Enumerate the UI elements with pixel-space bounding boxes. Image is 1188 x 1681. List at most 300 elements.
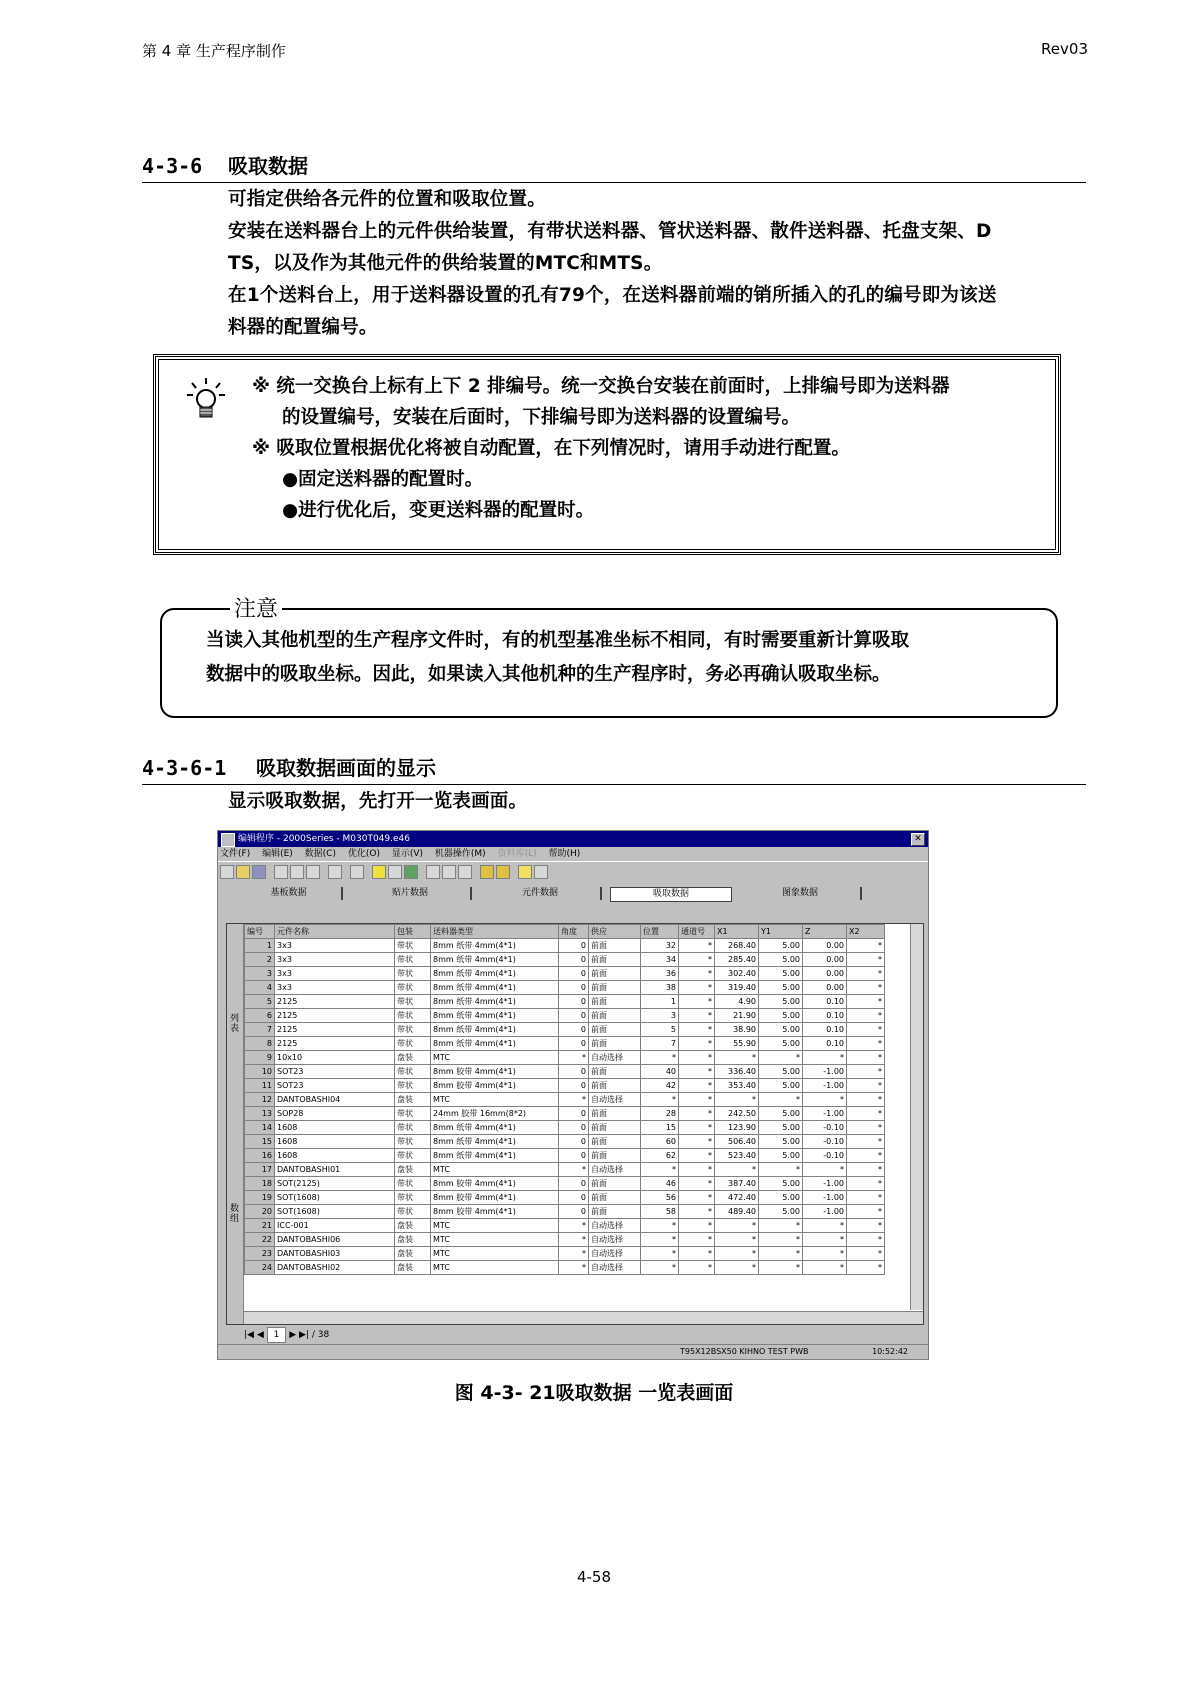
- table-cell[interactable]: 62: [641, 1149, 679, 1163]
- table-cell[interactable]: DANTOBASHI02: [275, 1261, 395, 1275]
- table-cell[interactable]: DANTOBASHI04: [275, 1093, 395, 1107]
- table-cell[interactable]: *: [847, 1093, 885, 1107]
- table-cell[interactable]: 2125: [275, 1023, 395, 1037]
- table-cell[interactable]: 5.00: [759, 1177, 803, 1191]
- table-cell[interactable]: 前面: [589, 1177, 641, 1191]
- next-page-icon[interactable]: ▶ ▶|: [289, 1330, 312, 1340]
- table-cell[interactable]: 15: [245, 1135, 275, 1149]
- column-header[interactable]: X2: [847, 925, 885, 939]
- column-header[interactable]: 送料器类型: [431, 925, 559, 939]
- table-cell[interactable]: 自动选择: [589, 1163, 641, 1177]
- table-cell[interactable]: 5.00: [759, 1023, 803, 1037]
- table-cell[interactable]: *: [679, 981, 715, 995]
- column-header[interactable]: Z: [803, 925, 847, 939]
- vertical-scrollbar[interactable]: [910, 924, 923, 1310]
- table-cell[interactable]: *: [679, 1135, 715, 1149]
- table-cell[interactable]: *: [679, 1107, 715, 1121]
- table-cell[interactable]: 带状: [395, 1023, 431, 1037]
- table-row[interactable]: [245, 1261, 885, 1275]
- table-cell[interactable]: 带状: [395, 1177, 431, 1191]
- table-cell[interactable]: MTC: [431, 1051, 559, 1065]
- table-cell[interactable]: *: [641, 1051, 679, 1065]
- table-cell[interactable]: 1608: [275, 1149, 395, 1163]
- table-cell[interactable]: 0.00: [803, 981, 847, 995]
- menu-data[interactable]: 数据(C): [304, 849, 336, 859]
- table-row[interactable]: [245, 1037, 885, 1051]
- table-cell[interactable]: 2: [245, 953, 275, 967]
- table-cell[interactable]: 前面: [589, 1149, 641, 1163]
- table-cell[interactable]: *: [803, 1233, 847, 1247]
- table-row[interactable]: [245, 1023, 885, 1037]
- table-cell[interactable]: MTC: [431, 1261, 559, 1275]
- table-cell[interactable]: -1.00: [803, 1177, 847, 1191]
- table-cell[interactable]: 523.40: [715, 1149, 759, 1163]
- table-cell[interactable]: -1.00: [803, 1065, 847, 1079]
- table-cell[interactable]: 前面: [589, 1191, 641, 1205]
- column-header[interactable]: 包装: [395, 925, 431, 939]
- table-cell[interactable]: *: [759, 1247, 803, 1261]
- table-cell[interactable]: *: [679, 1009, 715, 1023]
- table-cell[interactable]: *: [641, 1163, 679, 1177]
- table-cell[interactable]: SOT(2125): [275, 1177, 395, 1191]
- column-header[interactable]: Y1: [759, 925, 803, 939]
- table-cell[interactable]: 前面: [589, 1079, 641, 1093]
- table-row[interactable]: [245, 1177, 885, 1191]
- table-cell[interactable]: 17: [245, 1163, 275, 1177]
- table-cell[interactable]: 自动选择: [589, 1233, 641, 1247]
- table-cell[interactable]: *: [679, 1093, 715, 1107]
- table-cell[interactable]: 285.40: [715, 953, 759, 967]
- table-cell[interactable]: *: [559, 1051, 589, 1065]
- table-cell[interactable]: 带状: [395, 967, 431, 981]
- table-cell[interactable]: 16: [245, 1149, 275, 1163]
- table-cell[interactable]: 5.00: [759, 1107, 803, 1121]
- table-row[interactable]: [245, 953, 885, 967]
- table-cell[interactable]: 带状: [395, 981, 431, 995]
- table-cell[interactable]: 8mm 纸带 4mm(4*1): [431, 967, 559, 981]
- table-cell[interactable]: *: [679, 1191, 715, 1205]
- table-cell[interactable]: 8mm 纸带 4mm(4*1): [431, 1121, 559, 1135]
- table-cell[interactable]: 28: [641, 1107, 679, 1121]
- table-cell[interactable]: 1608: [275, 1121, 395, 1135]
- table-cell[interactable]: 22: [245, 1233, 275, 1247]
- table-cell[interactable]: 3x3: [275, 939, 395, 953]
- table-cell[interactable]: 5.00: [759, 1149, 803, 1163]
- table-cell[interactable]: SOT23: [275, 1065, 395, 1079]
- table-cell[interactable]: *: [759, 1261, 803, 1275]
- table-cell[interactable]: 5.00: [759, 1037, 803, 1051]
- table-cell[interactable]: 8mm 纸带 4mm(4*1): [431, 981, 559, 995]
- table-cell[interactable]: -0.10: [803, 1135, 847, 1149]
- table-cell[interactable]: 0.00: [803, 953, 847, 967]
- table-cell[interactable]: *: [679, 1065, 715, 1079]
- table-cell[interactable]: 0: [559, 1023, 589, 1037]
- table-cell[interactable]: 3x3: [275, 981, 395, 995]
- table-cell[interactable]: *: [559, 1261, 589, 1275]
- table-row[interactable]: [245, 1163, 885, 1177]
- tab-component-data[interactable]: 元件数据: [480, 887, 602, 900]
- table-cell[interactable]: 23: [245, 1247, 275, 1261]
- column-header[interactable]: X1: [715, 925, 759, 939]
- table-cell[interactable]: 0: [559, 981, 589, 995]
- table-cell[interactable]: 带状: [395, 939, 431, 953]
- table-cell[interactable]: *: [641, 1093, 679, 1107]
- table-cell[interactable]: *: [679, 1079, 715, 1093]
- table-cell[interactable]: 0: [559, 1177, 589, 1191]
- table-cell[interactable]: 带状: [395, 1079, 431, 1093]
- table-cell[interactable]: -1.00: [803, 1205, 847, 1219]
- table-cell[interactable]: 18: [245, 1177, 275, 1191]
- table-cell[interactable]: -0.10: [803, 1149, 847, 1163]
- table-cell[interactable]: ICC-001: [275, 1219, 395, 1233]
- table-cell[interactable]: 5.00: [759, 967, 803, 981]
- table-row[interactable]: [245, 1093, 885, 1107]
- table-row[interactable]: [245, 981, 885, 995]
- table-cell[interactable]: 13: [245, 1107, 275, 1121]
- table-cell[interactable]: 38: [641, 981, 679, 995]
- table-row[interactable]: [245, 995, 885, 1009]
- table-cell[interactable]: 24mm 胶带 16mm(8*2): [431, 1107, 559, 1121]
- table-cell[interactable]: SOT(1608): [275, 1205, 395, 1219]
- table-row[interactable]: [245, 1051, 885, 1065]
- table-cell[interactable]: 0: [559, 1191, 589, 1205]
- transfer-icon[interactable]: [458, 865, 472, 879]
- table-cell[interactable]: 8mm 纸带 4mm(4*1): [431, 1135, 559, 1149]
- table-cell[interactable]: 带状: [395, 1149, 431, 1163]
- table-cell[interactable]: 55.90: [715, 1037, 759, 1051]
- table-cell[interactable]: 带状: [395, 1009, 431, 1023]
- table-cell[interactable]: *: [803, 1247, 847, 1261]
- table-cell[interactable]: 带状: [395, 1037, 431, 1051]
- table-cell[interactable]: *: [559, 1093, 589, 1107]
- table-cell[interactable]: *: [679, 953, 715, 967]
- feeder-icon[interactable]: [480, 865, 494, 879]
- table-cell[interactable]: 自动选择: [589, 1093, 641, 1107]
- table-cell[interactable]: *: [679, 1205, 715, 1219]
- table-cell[interactable]: 3: [641, 1009, 679, 1023]
- table-row[interactable]: [245, 1079, 885, 1093]
- table-cell[interactable]: 盘装: [395, 1261, 431, 1275]
- table-cell[interactable]: 242.50: [715, 1107, 759, 1121]
- table-row[interactable]: [245, 1205, 885, 1219]
- table-cell[interactable]: *: [847, 1177, 885, 1191]
- table-cell[interactable]: *: [847, 953, 885, 967]
- table-cell[interactable]: 0.10: [803, 995, 847, 1009]
- open-folder-icon[interactable]: [236, 865, 250, 879]
- grid-icon[interactable]: [426, 865, 440, 879]
- table-cell[interactable]: 472.40: [715, 1191, 759, 1205]
- save-icon[interactable]: [252, 865, 266, 879]
- table-row[interactable]: [245, 1191, 885, 1205]
- table-cell[interactable]: 319.40: [715, 981, 759, 995]
- table-cell[interactable]: 4: [245, 981, 275, 995]
- table-cell[interactable]: *: [679, 1177, 715, 1191]
- table-row[interactable]: [245, 1149, 885, 1163]
- table-cell[interactable]: 11: [245, 1079, 275, 1093]
- table-row[interactable]: [245, 1233, 885, 1247]
- table-cell[interactable]: *: [641, 1233, 679, 1247]
- table-cell[interactable]: 8mm 纸带 4mm(4*1): [431, 953, 559, 967]
- table-cell[interactable]: 前面: [589, 1205, 641, 1219]
- table-cell[interactable]: 盘装: [395, 1163, 431, 1177]
- table-cell[interactable]: 盘装: [395, 1219, 431, 1233]
- table-cell[interactable]: 1608: [275, 1135, 395, 1149]
- table-cell[interactable]: *: [679, 995, 715, 1009]
- table-cell[interactable]: *: [847, 981, 885, 995]
- table-cell[interactable]: 40: [641, 1065, 679, 1079]
- table-cell[interactable]: 带状: [395, 1107, 431, 1121]
- table-cell[interactable]: 34: [641, 953, 679, 967]
- table-cell[interactable]: 前面: [589, 1037, 641, 1051]
- paste-icon[interactable]: [306, 865, 320, 879]
- table-cell[interactable]: *: [715, 1247, 759, 1261]
- table-cell[interactable]: 12: [245, 1093, 275, 1107]
- table-cell[interactable]: MTC: [431, 1233, 559, 1247]
- column-header[interactable]: 角度: [559, 925, 589, 939]
- table-cell[interactable]: 带状: [395, 953, 431, 967]
- table-cell[interactable]: *: [679, 1219, 715, 1233]
- table-cell[interactable]: 0: [559, 1079, 589, 1093]
- table-cell[interactable]: 10: [245, 1065, 275, 1079]
- table-cell[interactable]: 盘装: [395, 1093, 431, 1107]
- table-cell[interactable]: 36: [641, 967, 679, 981]
- table-cell[interactable]: MTC: [431, 1219, 559, 1233]
- table-cell[interactable]: *: [847, 1009, 885, 1023]
- table-cell[interactable]: *: [803, 1093, 847, 1107]
- table-cell[interactable]: 20: [245, 1205, 275, 1219]
- table-cell[interactable]: *: [847, 1219, 885, 1233]
- table-row[interactable]: [245, 1135, 885, 1149]
- table-cell[interactable]: DANTOBASHI03: [275, 1247, 395, 1261]
- table-cell[interactable]: *: [641, 1261, 679, 1275]
- menu-optimize[interactable]: 优化(O): [347, 849, 380, 859]
- table-cell[interactable]: 7: [641, 1037, 679, 1051]
- table-cell[interactable]: 5: [641, 1023, 679, 1037]
- table-cell[interactable]: 6: [245, 1009, 275, 1023]
- table-cell[interactable]: 5.00: [759, 953, 803, 967]
- table-cell[interactable]: *: [847, 1023, 885, 1037]
- table-cell[interactable]: MTC: [431, 1163, 559, 1177]
- table-cell[interactable]: SOT(1608): [275, 1191, 395, 1205]
- table-cell[interactable]: 3x3: [275, 967, 395, 981]
- copy-icon[interactable]: [290, 865, 304, 879]
- table-cell[interactable]: 带状: [395, 1205, 431, 1219]
- menu-file[interactable]: 文件(F): [220, 849, 251, 859]
- table-row[interactable]: [245, 1219, 885, 1233]
- table-cell[interactable]: 302.40: [715, 967, 759, 981]
- table-cell[interactable]: 0.10: [803, 1037, 847, 1051]
- table-cell[interactable]: *: [847, 1079, 885, 1093]
- table-cell[interactable]: 0: [559, 1149, 589, 1163]
- table-cell[interactable]: 5.00: [759, 995, 803, 1009]
- table-cell[interactable]: 带状: [395, 1065, 431, 1079]
- table-cell[interactable]: *: [847, 1051, 885, 1065]
- table-cell[interactable]: 0: [559, 1135, 589, 1149]
- table-cell[interactable]: *: [847, 1261, 885, 1275]
- menu-view[interactable]: 显示(V): [391, 849, 424, 859]
- table-cell[interactable]: 自动选择: [589, 1247, 641, 1261]
- table-cell[interactable]: DANTOBASHI06: [275, 1233, 395, 1247]
- table-cell[interactable]: *: [847, 1065, 885, 1079]
- table-cell[interactable]: *: [715, 1219, 759, 1233]
- table-cell[interactable]: 2125: [275, 1009, 395, 1023]
- table-cell[interactable]: *: [847, 1247, 885, 1261]
- column-header[interactable]: 位置: [641, 925, 679, 939]
- table-cell[interactable]: 8mm 胶带 4mm(4*1): [431, 1191, 559, 1205]
- table-cell[interactable]: 7: [245, 1023, 275, 1037]
- table-cell[interactable]: *: [759, 1093, 803, 1107]
- table-cell[interactable]: *: [759, 1233, 803, 1247]
- table-cell[interactable]: 56: [641, 1191, 679, 1205]
- table-cell[interactable]: 3x3: [275, 953, 395, 967]
- column-header[interactable]: 通道号: [679, 925, 715, 939]
- table-cell[interactable]: 盘装: [395, 1247, 431, 1261]
- table-cell[interactable]: 353.40: [715, 1079, 759, 1093]
- table-cell[interactable]: 0: [559, 1121, 589, 1135]
- search-icon[interactable]: [350, 865, 364, 879]
- table-cell[interactable]: 58: [641, 1205, 679, 1219]
- table-cell[interactable]: -1.00: [803, 1107, 847, 1121]
- table-cell[interactable]: 0: [559, 995, 589, 1009]
- lightbulb-tool-icon[interactable]: [372, 865, 386, 879]
- table-cell[interactable]: 336.40: [715, 1065, 759, 1079]
- table-row[interactable]: [245, 1107, 885, 1121]
- table-cell[interactable]: SOP28: [275, 1107, 395, 1121]
- table-cell[interactable]: 5.00: [759, 1191, 803, 1205]
- table-cell[interactable]: 带状: [395, 1135, 431, 1149]
- table-cell[interactable]: 5.00: [759, 981, 803, 995]
- tab-pickup-data[interactable]: 吸取数据: [610, 887, 732, 902]
- table-cell[interactable]: 60: [641, 1135, 679, 1149]
- table-cell[interactable]: 盘装: [395, 1233, 431, 1247]
- table-cell[interactable]: *: [847, 1205, 885, 1219]
- menu-library[interactable]: 资料库(L): [497, 849, 537, 859]
- table-cell[interactable]: 带状: [395, 995, 431, 1009]
- menu-edit[interactable]: 编辑(E): [262, 849, 293, 859]
- table-cell[interactable]: *: [679, 1233, 715, 1247]
- table-cell[interactable]: 前面: [589, 953, 641, 967]
- print-icon[interactable]: [328, 865, 342, 879]
- table-cell[interactable]: 自动选择: [589, 1261, 641, 1275]
- table-cell[interactable]: *: [679, 1163, 715, 1177]
- table-cell[interactable]: *: [679, 967, 715, 981]
- table-cell[interactable]: 前面: [589, 967, 641, 981]
- table-row[interactable]: [245, 1247, 885, 1261]
- table-cell[interactable]: *: [559, 1233, 589, 1247]
- table-row[interactable]: [245, 1065, 885, 1079]
- table-cell[interactable]: 前面: [589, 995, 641, 1009]
- table-cell[interactable]: 15: [641, 1121, 679, 1135]
- table-cell[interactable]: 8mm 纸带 4mm(4*1): [431, 995, 559, 1009]
- table-cell[interactable]: 0: [559, 1065, 589, 1079]
- menu-help[interactable]: 帮助(H): [548, 849, 581, 859]
- table-cell[interactable]: 1: [245, 939, 275, 953]
- table-cell[interactable]: *: [847, 1121, 885, 1135]
- table-cell[interactable]: 带状: [395, 1191, 431, 1205]
- table-cell[interactable]: *: [559, 1219, 589, 1233]
- table-cell[interactable]: 0.00: [803, 967, 847, 981]
- table-cell[interactable]: 前面: [589, 1135, 641, 1149]
- table-cell[interactable]: *: [803, 1219, 847, 1233]
- table-cell[interactable]: 8mm 纸带 4mm(4*1): [431, 1023, 559, 1037]
- table-cell[interactable]: -1.00: [803, 1079, 847, 1093]
- cut-icon[interactable]: [274, 865, 288, 879]
- table-cell[interactable]: *: [847, 1149, 885, 1163]
- table-cell[interactable]: 21.90: [715, 1009, 759, 1023]
- table-cell[interactable]: 0: [559, 1107, 589, 1121]
- table-cell[interactable]: 489.40: [715, 1205, 759, 1219]
- table-cell[interactable]: *: [679, 1121, 715, 1135]
- table-cell[interactable]: 8mm 纸带 4mm(4*1): [431, 1009, 559, 1023]
- column-header[interactable]: 编号: [245, 925, 275, 939]
- table-cell[interactable]: *: [847, 1163, 885, 1177]
- table-cell[interactable]: *: [715, 1233, 759, 1247]
- table-cell[interactable]: 5.00: [759, 1135, 803, 1149]
- tray-icon[interactable]: [496, 865, 510, 879]
- optimize-icon[interactable]: [404, 865, 418, 879]
- table-cell[interactable]: 8mm 纸带 4mm(4*1): [431, 1149, 559, 1163]
- table-cell[interactable]: *: [759, 1051, 803, 1065]
- table-cell[interactable]: 19: [245, 1191, 275, 1205]
- help-icon[interactable]: [518, 865, 532, 879]
- chart-icon[interactable]: [388, 865, 402, 879]
- table-cell[interactable]: 8: [245, 1037, 275, 1051]
- first-page-icon[interactable]: |◀ ◀: [244, 1330, 267, 1340]
- table-cell[interactable]: 8mm 胶带 4mm(4*1): [431, 1205, 559, 1219]
- table-cell[interactable]: 盘装: [395, 1051, 431, 1065]
- table-row[interactable]: [245, 1009, 885, 1023]
- table-cell[interactable]: 32: [641, 939, 679, 953]
- table-cell[interactable]: 5.00: [759, 939, 803, 953]
- table-cell[interactable]: MTC: [431, 1247, 559, 1261]
- table-cell[interactable]: 8mm 纸带 4mm(4*1): [431, 939, 559, 953]
- table-cell[interactable]: 8mm 胶带 4mm(4*1): [431, 1079, 559, 1093]
- table-cell[interactable]: *: [641, 1247, 679, 1261]
- table-cell[interactable]: 带状: [395, 1121, 431, 1135]
- menu-machine[interactable]: 机器操作(M): [434, 849, 486, 859]
- sidebar-label-array[interactable]: 数组: [230, 1204, 240, 1224]
- table-cell[interactable]: 5.00: [759, 1079, 803, 1093]
- context-help-icon[interactable]: [534, 865, 548, 879]
- page-input[interactable]: 1: [267, 1327, 287, 1343]
- table-cell[interactable]: *: [715, 1163, 759, 1177]
- table-cell[interactable]: 5.00: [759, 1121, 803, 1135]
- table-cell[interactable]: 123.90: [715, 1121, 759, 1135]
- table-cell[interactable]: *: [847, 995, 885, 1009]
- table-cell[interactable]: *: [679, 1247, 715, 1261]
- column-header[interactable]: 元件名称: [275, 925, 395, 939]
- table-cell[interactable]: *: [803, 1163, 847, 1177]
- table-cell[interactable]: *: [715, 1261, 759, 1275]
- table-cell[interactable]: 前面: [589, 1065, 641, 1079]
- table-row[interactable]: [245, 939, 885, 953]
- sidebar-label-list[interactable]: 列表: [230, 1014, 240, 1034]
- table-cell[interactable]: 14: [245, 1121, 275, 1135]
- machine-icon[interactable]: [442, 865, 456, 879]
- table-cell[interactable]: 4.90: [715, 995, 759, 1009]
- table-cell[interactable]: 5.00: [759, 1205, 803, 1219]
- table-cell[interactable]: *: [847, 939, 885, 953]
- table-cell[interactable]: 3: [245, 967, 275, 981]
- table-cell[interactable]: *: [641, 1219, 679, 1233]
- table-cell[interactable]: 5.00: [759, 1065, 803, 1079]
- table-cell[interactable]: *: [803, 1261, 847, 1275]
- table-cell[interactable]: 前面: [589, 1121, 641, 1135]
- table-cell[interactable]: 0: [559, 1037, 589, 1051]
- table-cell[interactable]: 0: [559, 1205, 589, 1219]
- table-cell[interactable]: 5: [245, 995, 275, 1009]
- table-cell[interactable]: DANTOBASHI01: [275, 1163, 395, 1177]
